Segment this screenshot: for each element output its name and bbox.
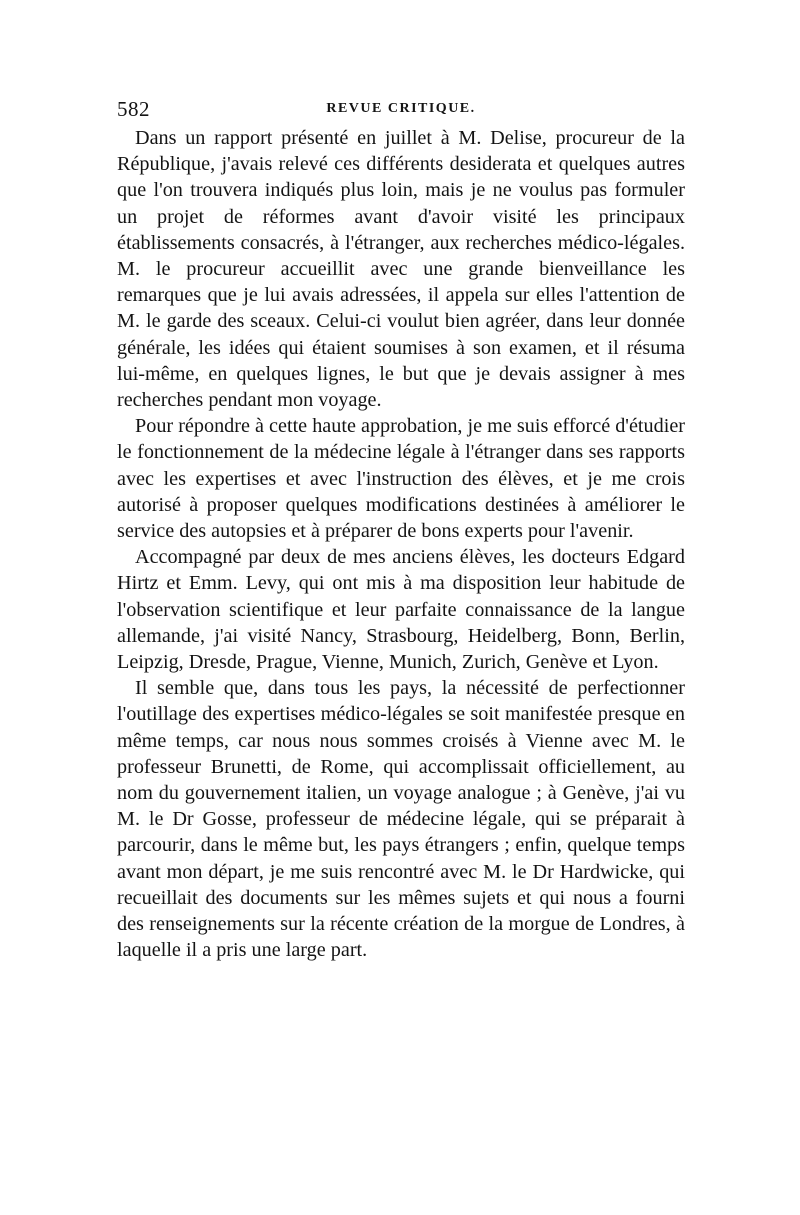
running-head: REVUE CRITIQUE. — [326, 101, 476, 116]
paragraph-1: Dans un rapport présenté en juillet à M. Delise, procureur de la République, j'avais relevé ces différents desiderata et quelques autres que l'on trouvera indiqués plus loin, mais je ne voulus pas formuler un projet de réformes avant d'avoir visité les principaux établissements consacrés, à l'étranger, aux recherches médico-légales. M. le procureur accueillit avec une grande bienveillance les remarques que je lui avais adressées, il appela sur elles l'attention de M. le garde des sceaux. Celui-ci voulut bien agréer, dans leur donnée générale, les idées qui étaient soumises à son examen, et il résuma lui-même, en quelques lignes, le but que je devais assigner à mes recherches pendant mon voyage. — [117, 127, 685, 412]
paragraph-4: Il semble que, dans tous les pays, la nécessité de perfectionner l'outillage des expertises médico-légales se soit manifestée presque en même temps, car nous nous sommes croisés à Vienne avec M. le professeur Brunetti, de Rome, qui accomplissait officiellement, au nom du gouvernement italien, un voyage analogue ; à Genève, j'ai vu M. le Dr Gosse, professeur de médecine légale, qui se préparait à parcourir, dans le même but, les pays étrangers ; enfin, quelque temps avant mon départ, je me suis rencontré avec M. le Dr Hardwicke, qui recueillait des documents sur les mêmes sujets et qui nous a fourni des renseignements sur la récente création de la morgue de Londres, à laquelle il a pris une large part. — [117, 677, 685, 962]
page-header — [117, 97, 685, 121]
paragraph-2: Pour répondre à cette haute approbation, je me suis efforcé d'étudier le fonctionnement de la médecine légale à l'étranger dans ses rapports avec les expertises et avec l'instruction des élèves, et je me crois autorisé à proposer quelques modifications destinées à améliorer le service des autopsies et à préparer de bons experts pour l'avenir. — [117, 415, 685, 543]
paragraph-3: Accompagné par deux de mes anciens élèves, les docteurs Edgard Hirtz et Emm. Levy, qui ont mis à ma disposition leur habitude de l'observation scientifique et leur parfaite connaissance de la langue allemande, j'ai visité Nancy, Strasbourg, Heidelberg, Bonn, Berlin, Leipzig, Dresde, Prague, Vienne, Munich, Zurich, Genève et Lyon. — [117, 546, 685, 674]
body-text — [117, 125, 685, 964]
page-number: 582 — [117, 97, 150, 121]
